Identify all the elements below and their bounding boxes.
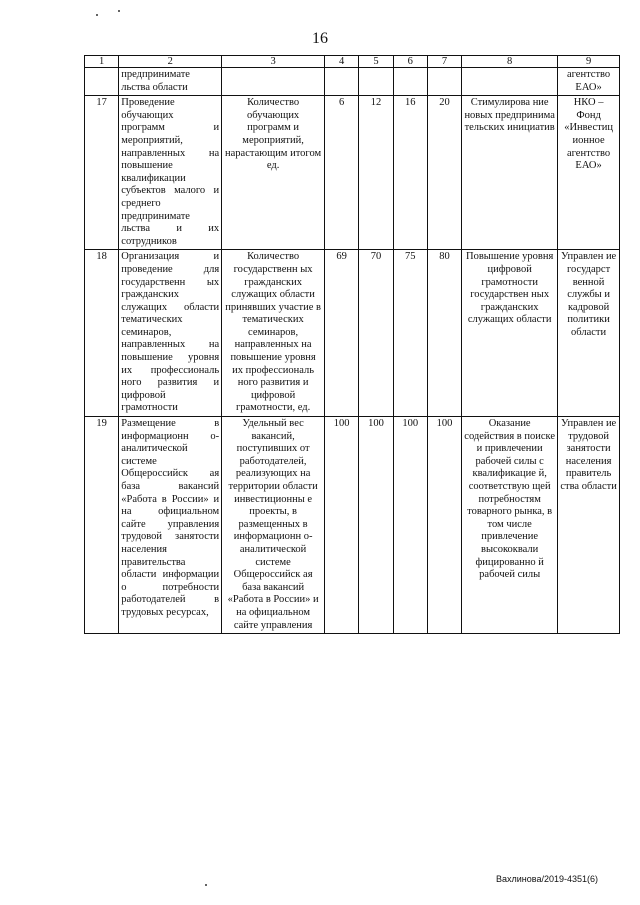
activity-cell: Размещение в информационн о- аналитической системе Общероссийск ая база вакансий «Работа в России» и на официальном сайте управления трудовой занятости населения правительства области информации о потребности работодателей в трудовых ресурсах, bbox=[119, 417, 222, 634]
result-cell: Стимулирова ние новых предпринима тельских инициатив bbox=[462, 96, 558, 250]
document-code: Вахлинова/2019-4351(6) bbox=[496, 874, 598, 884]
indicator-cell: Количество обучающих программ и мероприятий, нарастающим итогом ед. bbox=[222, 96, 325, 250]
scan-speck bbox=[96, 14, 98, 16]
row-number: 18 bbox=[85, 250, 119, 417]
header-cell: 2 bbox=[119, 56, 222, 68]
activity-cell: Проведение обучающих программ и мероприятий, направленных на повышение квалификации субъектов малого и среднего предпринимате льства и их сотрудников bbox=[119, 96, 222, 250]
value-cell: 16 bbox=[393, 96, 427, 250]
value-cell: 100 bbox=[427, 417, 461, 634]
scan-speck bbox=[205, 884, 207, 886]
indicator-cell: Удельный вес вакансий, поступивших от работодателей, реализующих на территории области инвестиционны е проекты, в размещенных в информационн о- аналитической системе Общероссийск ая база вакансий «Работа в России» и на официальном сайте управления bbox=[222, 417, 325, 634]
value-cell bbox=[427, 68, 461, 96]
header-row bbox=[85, 56, 620, 68]
value-cell: 20 bbox=[427, 96, 461, 250]
value-cell: 75 bbox=[393, 250, 427, 417]
result-cell bbox=[462, 68, 558, 96]
header-cell: 3 bbox=[222, 56, 325, 68]
value-cell: 80 bbox=[427, 250, 461, 417]
row-number bbox=[85, 68, 119, 96]
scan-speck bbox=[118, 10, 120, 12]
header-cell: 1 bbox=[85, 56, 119, 68]
activity-cell: предпринимате льства области bbox=[119, 68, 222, 96]
indicator-cell bbox=[222, 68, 325, 96]
activity-cell: Организация и проведение для государственн ых гражданских служащих области тематических семинаров, направленных на повышение уровня их профессиональ ного развития и цифровой грамотности bbox=[119, 250, 222, 417]
table-row bbox=[85, 250, 620, 417]
executor-cell: Управлен ие трудовой занятости населения правитель ства области bbox=[558, 417, 620, 634]
header-cell: 4 bbox=[325, 56, 359, 68]
executor-cell: Управлен ие государст венной службы и кадровой политики области bbox=[558, 250, 620, 417]
value-cell: 100 bbox=[359, 417, 393, 634]
table-row bbox=[85, 68, 620, 96]
header-cell: 6 bbox=[393, 56, 427, 68]
executor-cell: НКО – Фонд «Инвестиц ионное агентство ЕАО» bbox=[558, 96, 620, 250]
header-cell: 7 bbox=[427, 56, 461, 68]
value-cell: 69 bbox=[325, 250, 359, 417]
measures-table bbox=[84, 55, 620, 634]
value-cell: 100 bbox=[325, 417, 359, 634]
result-cell: Оказание содействия в поиске и привлечении рабочей силы с квалификацие й, соответствую щей потребностям товарного рынка, в том числе привлечение высококвали фицированно й рабочей силы bbox=[462, 417, 558, 634]
value-cell: 12 bbox=[359, 96, 393, 250]
indicator-cell: Количество государственн ых гражданских служащих области принявших участие в тематических семинаров, направленных на повышение уровня их профессиональ ного развития и цифровой грамотности, ед. bbox=[222, 250, 325, 417]
value-cell bbox=[359, 68, 393, 96]
value-cell bbox=[325, 68, 359, 96]
value-cell: 70 bbox=[359, 250, 393, 417]
value-cell bbox=[393, 68, 427, 96]
row-number: 19 bbox=[85, 417, 119, 634]
value-cell: 6 bbox=[325, 96, 359, 250]
result-cell: Повышение уровня цифровой грамотности государствен ных гражданских служащих области bbox=[462, 250, 558, 417]
header-cell: 5 bbox=[359, 56, 393, 68]
header-cell: 9 bbox=[558, 56, 620, 68]
table-row bbox=[85, 96, 620, 250]
value-cell: 100 bbox=[393, 417, 427, 634]
header-cell: 8 bbox=[462, 56, 558, 68]
table-row bbox=[85, 417, 620, 634]
row-number: 17 bbox=[85, 96, 119, 250]
executor-cell: агентство ЕАО» bbox=[558, 68, 620, 96]
page-number: 16 bbox=[312, 30, 328, 47]
